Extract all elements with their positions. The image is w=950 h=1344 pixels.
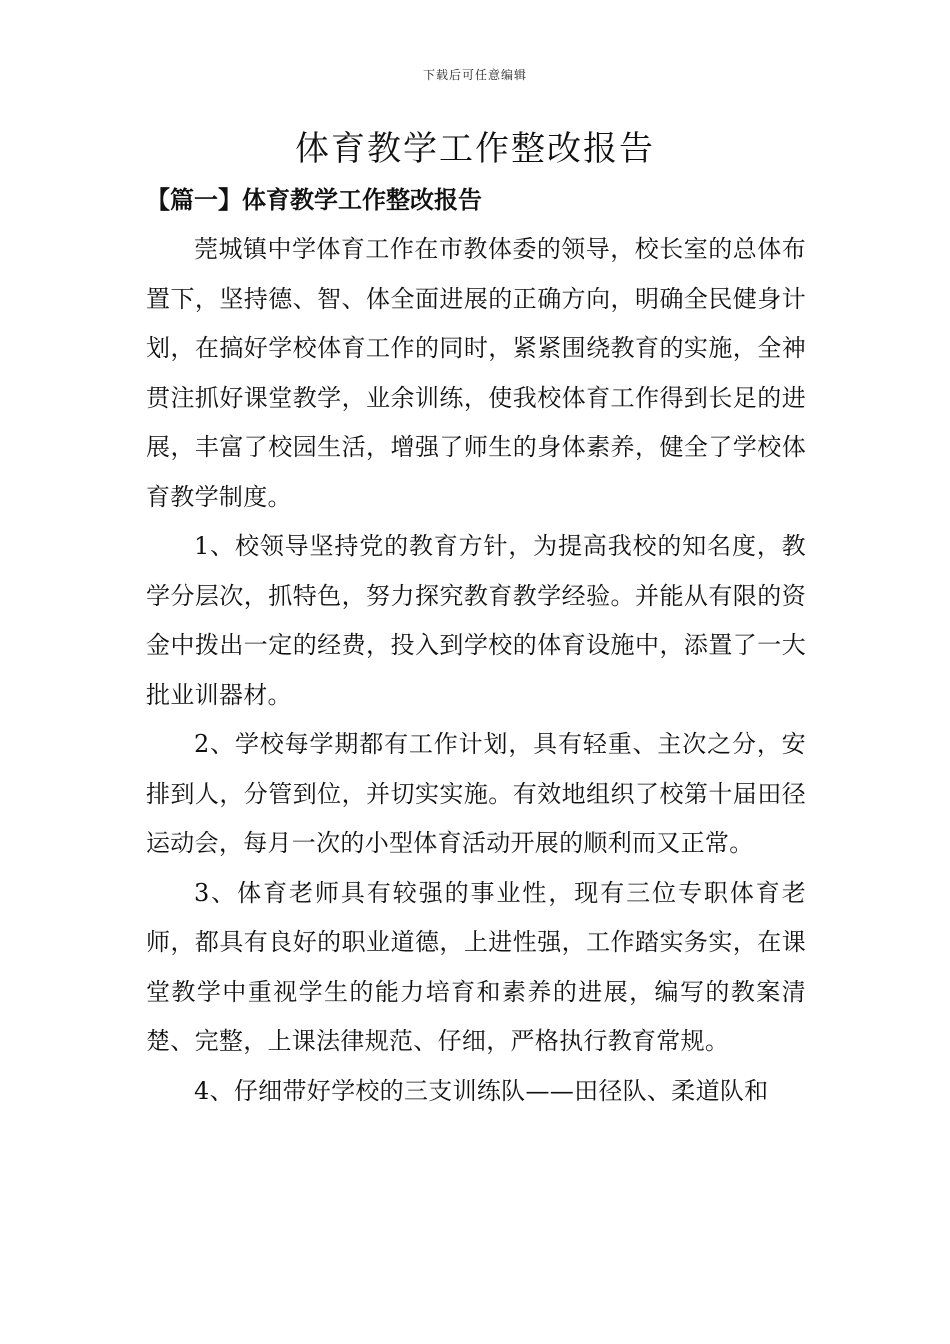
paragraph-item-4: 4、仔细带好学校的三支训练队——田径队、柔道队和	[194, 1076, 769, 1105]
paragraph-item-3: 3、体育老师具有较强的事业性，现有三位专职体育老师，都具有良好的职业道德，上进性强，工作踏实务实，在课堂教学中重视学生的能力培育和素养的进展，编写的教案清楚、完整，上课法律规范、仔细，严格执行教育常规。	[146, 878, 806, 1055]
paragraph-item-1: 1、校领导坚持党的教育方针，为提高我校的知名度，教学分层次，抓特色，努力探究教育教学经验。并能从有限的资金中拨出一定的经费，投入到学校的体育设施中，添置了一大批业训器材。	[146, 532, 806, 709]
header-note: 下载后可任意编辑	[422, 68, 527, 82]
paragraph-intro: 莞城镇中学体育工作在市教体委的领导，校长室的总体布置下，坚持德、智、体全面进展的正确方向，明确全民健身计划，在搞好学校体育工作的同时，紧紧围绕教育的实施，全神贯注抓好课堂教学，业余训练，使我校体育工作得到长足的进展，丰富了校园生活，增强了师生的身体素养，健全了学校体育教学制度。	[146, 235, 806, 511]
document-title: 体育教学工作整改报告	[295, 129, 655, 169]
section-heading: 【篇一】体育教学工作整改报告	[146, 185, 482, 214]
document-body	[146, 225, 806, 1116]
paragraph-item-2: 2、学校每学期都有工作计划，具有轻重、主次之分，安排到人，分管到位，并切实实施。有效地组织了校第十届田径运动会，每月一次的小型体育活动开展的顺利而又正常。	[146, 730, 806, 857]
